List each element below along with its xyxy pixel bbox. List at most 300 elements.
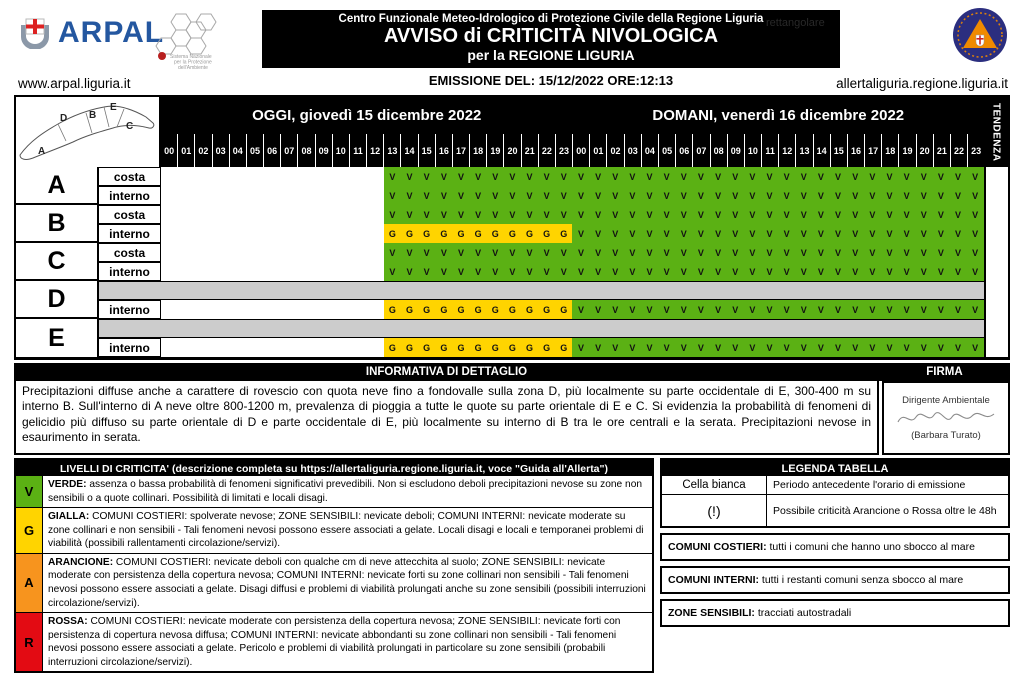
criticality-cell-V: V [692,300,709,319]
criticality-cell-V: V [778,167,795,186]
criticality-cell-V: V [932,205,949,224]
criticality-cell-V: V [761,186,778,205]
hour-label: 02 [194,134,211,167]
criticality-cell-G: G [452,224,469,243]
criticality-cell-V: V [932,243,949,262]
empty-cell [315,205,332,224]
hour-label: 19 [486,134,503,167]
zone-bands-C [99,243,1008,281]
criticality-cell-G: G [401,338,418,357]
criticality-cell-V: V [847,338,864,357]
criticality-cell-V: V [538,186,555,205]
criticality-cell-V: V [538,205,555,224]
criticality-timeline-table [14,95,1010,360]
criticality-cell-G: G [487,338,504,357]
criticality-cell-V: V [761,167,778,186]
livello-label: GIALLA: [48,511,93,523]
criticality-cell-V: V [727,262,744,281]
criticality-cell-V: V [812,338,829,357]
hour-label: 00 [164,145,175,156]
map-label-A: A [38,146,46,157]
liguria-map-icon [16,97,157,163]
hour-label: 10 [744,134,761,167]
criticality-cell-V: V [607,300,624,319]
firma-role: Dirigente Ambientale [902,395,990,406]
livelli-rows [14,476,654,673]
empty-cell [281,262,298,281]
criticality-cell-V: V [932,224,949,243]
hour-label: 15 [830,134,847,167]
criticality-cell-V: V [624,262,641,281]
criticality-cell-V: V [538,243,555,262]
hour-label: 12 [366,134,383,167]
criticality-cell-V: V [624,243,641,262]
arpal-wordmark: ARPAL [58,16,165,49]
band-label-interno: interno [99,186,161,205]
hour-cells [161,167,984,186]
zone-bands-B [99,205,1008,243]
criticality-cell-V: V [898,338,915,357]
criticality-cell-V: V [967,338,984,357]
criticality-cell-G: G [418,224,435,243]
criticality-cell-V: V [898,262,915,281]
hour-label: 18 [469,134,486,167]
criticality-cell-V: V [675,224,692,243]
criticality-cell-V: V [812,205,829,224]
criticality-cell-G: G [384,300,401,319]
criticality-cell-V: V [778,300,795,319]
hour-label: 04 [229,134,246,167]
empty-cell [315,186,332,205]
empty-cell [195,205,212,224]
criticality-cell-V: V [864,224,881,243]
zone-letter-B: B [16,205,99,243]
criticality-cell-G: G [521,300,538,319]
criticality-cell-V: V [658,167,675,186]
criticality-cell-V: V [949,338,966,357]
hour-label: 03 [624,134,641,167]
criticality-cell-G: G [521,338,538,357]
criticality-cell-V: V [932,167,949,186]
criticality-cell-V: V [555,262,572,281]
empty-cell [350,167,367,186]
legenda-row [662,476,1008,495]
criticality-cell-V: V [847,186,864,205]
zone-row-E [16,319,1008,357]
criticality-cell-V: V [435,205,452,224]
criticality-cell-V: V [487,243,504,262]
hour-label: 21 [521,134,538,167]
empty-cell [212,243,229,262]
criticality-cell-V: V [812,262,829,281]
criticality-cell-V: V [761,338,778,357]
criticality-cell-V: V [487,205,504,224]
hour-label: 05 [246,134,263,167]
zone-row-B [16,205,1008,243]
title-line3: per la REGIONE LIGURIA [467,47,635,63]
tendenza-cell [984,338,1008,357]
criticality-cell-G: G [555,338,572,357]
empty-cell [332,205,349,224]
livello-row-A [16,554,652,613]
criticality-cell-V: V [949,300,966,319]
criticality-cell-V: V [967,224,984,243]
criticality-cell-G: G [435,300,452,319]
criticality-cell-V: V [898,186,915,205]
criticality-cell-G: G [504,224,521,243]
criticality-cell-V: V [658,262,675,281]
criticality-cell-G: G [555,300,572,319]
criticality-cell-V: V [624,205,641,224]
criticality-cell-V: V [624,338,641,357]
empty-cell [161,167,178,186]
empty-cell [281,167,298,186]
empty-cell [332,300,349,319]
empty-cell [212,167,229,186]
criticality-cell-V: V [949,167,966,186]
criticality-cell-V: V [967,186,984,205]
criticality-cell-V: V [932,262,949,281]
criticality-cell-V: V [761,224,778,243]
empty-cell [247,262,264,281]
criticality-cell-V: V [812,224,829,243]
hour-cells [161,338,984,357]
criticality-cell-G: G [538,300,555,319]
criticality-cell-V: V [847,300,864,319]
criticality-cell-V: V [915,338,932,357]
snpa-text-line1: Sistema Nazionale [170,54,212,60]
criticality-cell-V: V [624,186,641,205]
table-header [16,97,1008,167]
hour-label: 00 [572,134,589,167]
empty-cell [178,300,195,319]
criticality-cell-V: V [624,300,641,319]
criticality-cell-V: V [710,262,727,281]
arpal-url: www.arpal.liguria.it [18,76,131,91]
empty-cell [178,224,195,243]
criticality-cell-V: V [881,224,898,243]
empty-cell [230,167,247,186]
criticality-cell-V: V [572,243,589,262]
criticality-cell-G: G [452,338,469,357]
criticality-cell-G: G [452,300,469,319]
criticality-cell-V: V [572,262,589,281]
criticality-cell-V: V [418,167,435,186]
tendenza-cell [984,205,1008,224]
hour-cells [161,186,984,205]
livello-row-R [16,613,652,671]
band-row [99,319,1008,338]
criticality-cell-V: V [675,338,692,357]
hour-label: 13 [383,134,400,167]
empty-cell [161,205,178,224]
criticality-cell-V: V [812,243,829,262]
empty-cell [230,262,247,281]
criticality-cell-V: V [932,338,949,357]
livello-letter-G: G [16,508,43,553]
zone-letter-D: D [16,281,99,319]
hour-cells [161,205,984,224]
criticality-cell-V: V [418,262,435,281]
criticality-cell-V: V [590,224,607,243]
hour-cells [161,300,984,319]
criticality-cell-V: V [487,167,504,186]
criticality-cell-V: V [812,186,829,205]
empty-cell [367,300,384,319]
band-row [99,167,1008,186]
criticality-cell-V: V [555,243,572,262]
criticality-cell-V: V [470,243,487,262]
criticality-cell-V: V [590,167,607,186]
legenda-note-label: COMUNI INTERNI: [668,574,762,586]
empty-cell [367,167,384,186]
empty-cell [367,262,384,281]
criticality-cell-V: V [692,338,709,357]
legenda-title: LEGENDA TABELLA [660,458,1010,476]
criticality-cell-V: V [607,224,624,243]
empty-cell [350,205,367,224]
tendenza-cell [984,262,1008,281]
tendenza-cell [984,224,1008,243]
criticality-cell-V: V [692,262,709,281]
criticality-cell-V: V [675,262,692,281]
empty-cell [350,300,367,319]
empty-cell [195,262,212,281]
criticality-cell-V: V [829,243,846,262]
informativa-header-bar [14,363,1010,381]
criticality-cell-V: V [624,224,641,243]
empty-cell [281,300,298,319]
criticality-cell-V: V [401,243,418,262]
empty-cell [298,167,315,186]
hour-label: 20 [916,134,933,167]
empty-cell [247,167,264,186]
legenda-row [662,495,1008,526]
empty-cell [332,338,349,357]
criticality-cell-V: V [744,338,761,357]
empty-cell [195,224,212,243]
zone-rows [16,167,1008,357]
liguria-zones-map [16,97,161,167]
empty-cell [315,262,332,281]
title-line1: Centro Funzionale Meteo-Idrologico di Protezione Civile della Regione Liguria [338,13,764,25]
empty-cell [212,186,229,205]
band-row [99,186,1008,205]
snpa-text-line2: per la Protezione [174,59,212,66]
band-row [99,300,1008,319]
criticality-cell-V: V [384,167,401,186]
firma-box [882,381,1010,455]
criticality-cell-V: V [881,243,898,262]
criticality-cell-V: V [864,338,881,357]
criticality-cell-V: V [795,262,812,281]
criticality-cell-V: V [795,243,812,262]
criticality-cell-V: V [590,205,607,224]
livello-letter-A: A [16,554,43,612]
criticality-cell-V: V [829,300,846,319]
criticality-cell-V: V [915,205,932,224]
livello-label: VERDE: [48,479,90,490]
livello-text-A: ARANCIONE: COMUNI COSTIERI: nevicate deboli con qualche cm di neve attecchita al suolo; ZONE SENSIBILI: nevicate moderate con persistenza della copertura nevosa; COMUNI INTERNI: nevicate forti su zone collinari non sensibili - Tali fenomeni nevosi possono essere associati a gelate. Disagi diffusi e problemi di viabilità prolungati anche su zone sensibili (possibili interruzioni circolazione/servizi). [48,556,646,609]
criticality-cell-V: V [675,186,692,205]
arpal-shield-icon [18,17,52,49]
band-label-interno: interno [99,224,161,243]
criticality-cell-V: V [710,243,727,262]
livelli-criticita-table [14,458,654,673]
criticality-cell-V: V [881,262,898,281]
criticality-cell-V: V [692,205,709,224]
criticality-cell-G: G [504,300,521,319]
empty-cell [367,186,384,205]
criticality-cell-G: G [521,224,538,243]
criticality-cell-V: V [744,243,761,262]
snpa-hexagons-icon [148,12,240,70]
hour-label: 06 [675,134,692,167]
legenda-note: COMUNI COSTIERI: tutti i comuni che hanno uno sbocco al mare [660,533,1010,561]
band-row [99,262,1008,281]
criticality-cell-V: V [384,205,401,224]
criticality-cell-V: V [641,338,658,357]
criticality-cell-V: V [418,205,435,224]
criticality-cell-V: V [504,186,521,205]
criticality-cell-V: V [692,224,709,243]
criticality-cell-V: V [658,186,675,205]
hour-label: 01 [589,134,606,167]
criticality-cell-V: V [504,167,521,186]
no-coast-gray-band [99,319,984,338]
criticality-cell-V: V [418,243,435,262]
legenda-text: Periodo antecedente l'orario di emissione [773,479,966,491]
criticality-cell-V: V [761,262,778,281]
title-box [262,10,840,68]
criticality-cell-V: V [384,243,401,262]
criticality-cell-V: V [590,186,607,205]
informativa-section [14,363,1010,455]
empty-cell [247,186,264,205]
hour-label: 14 [400,134,417,167]
band-row [99,224,1008,243]
criticality-cell-V: V [898,205,915,224]
legenda-pairs [660,476,1010,528]
criticality-cell-V: V [898,243,915,262]
empty-cell [178,205,195,224]
hour-label: 09 [727,134,744,167]
empty-cell [298,224,315,243]
criticality-cell-V: V [932,300,949,319]
criticality-cell-G: G [418,338,435,357]
criticality-cell-G: G [470,300,487,319]
criticality-cell-V: V [744,186,761,205]
legenda-note-label: ZONE SENSIBILI: [668,607,758,619]
empty-cell [195,167,212,186]
criticality-cell-V: V [710,300,727,319]
empty-cell [212,300,229,319]
arpal-logo [18,16,164,50]
criticality-cell-G: G [418,300,435,319]
criticality-cell-V: V [761,243,778,262]
empty-cell [264,205,281,224]
criticality-cell-V: V [470,262,487,281]
criticality-cell-V: V [590,262,607,281]
day-titles-row [161,97,984,134]
band-row [99,281,1008,300]
hour-label: 17 [452,134,469,167]
title-line2: AVVISO di CRITICITÀ NIVOLOGICA [383,25,719,47]
criticality-cell-G: G [504,338,521,357]
criticality-cell-V: V [864,205,881,224]
criticality-cell-V: V [881,300,898,319]
map-label-C: C [126,121,134,132]
criticality-cell-V: V [658,338,675,357]
criticality-cell-V: V [949,205,966,224]
tendenza-cell [984,243,1008,262]
empty-cell [247,224,264,243]
zone-bands-E [99,319,1008,357]
hour-label: 07 [692,134,709,167]
criticality-cell-V: V [590,243,607,262]
criticality-cell-V: V [538,262,555,281]
criticality-cell-V: V [829,224,846,243]
criticality-cell-V: V [847,205,864,224]
criticality-cell-V: V [778,224,795,243]
criticality-cell-V: V [572,186,589,205]
criticality-cell-V: V [795,186,812,205]
criticality-cell-V: V [504,243,521,262]
hour-label: 13 [795,134,812,167]
criticality-cell-V: V [915,224,932,243]
tendenza-cell [984,186,1008,205]
band-row [99,338,1008,357]
legenda-label: Cella bianca [662,476,767,494]
criticality-cell-V: V [744,167,761,186]
empty-cell [161,224,178,243]
criticality-cell-V: V [504,262,521,281]
criticality-cell-V: V [641,205,658,224]
hour-cells [161,243,984,262]
selection-tooltip-artifact: rettangolare [766,17,825,29]
empty-cell [212,338,229,357]
band-label-costa: costa [99,243,161,262]
informativa-body-text: Precipitazioni diffuse anche a carattere di rovescio con quota neve fino a fondovalle sulla zona D, più localmente su parte occidentale di E, 300-400 m su interno B. Sull'interno di A neve oltre 800-1200 m, prevalenza di pioggia a tutte le quote su parte orientale di E e C. Si evidenzia la probabilità di fenomeni di gelicidio più diffuso su parte orientale di D e parte occidentale di E, più localmente su interno di B tra le ore centrali e la serata. Precipitazioni nevose in esaurimento in serata. [14,381,879,455]
criticality-cell-G: G [384,224,401,243]
hour-label: 10 [332,134,349,167]
legenda-note: COMUNI INTERNI: tutti i restanti comuni senza sbocco al mare [660,566,1010,594]
empty-cell [298,300,315,319]
criticality-cell-V: V [401,167,418,186]
map-label-E: E [110,102,117,113]
zone-letter-E: E [16,319,99,357]
empty-cell [281,205,298,224]
criticality-cell-V: V [812,300,829,319]
hour-label: 22 [538,134,555,167]
criticality-cell-V: V [692,167,709,186]
criticality-cell-V: V [829,262,846,281]
criticality-cell-V: V [812,167,829,186]
empty-cell [195,338,212,357]
empty-cell [298,262,315,281]
hour-label: 19 [898,134,915,167]
criticality-cell-V: V [949,186,966,205]
criticality-cell-V: V [727,300,744,319]
criticality-cell-V: V [847,224,864,243]
criticality-cell-V: V [418,186,435,205]
empty-cell [264,300,281,319]
empty-cell [161,300,178,319]
criticality-cell-V: V [572,300,589,319]
empty-cell [367,338,384,357]
criticality-cell-V: V [692,243,709,262]
hour-label: 11 [349,134,366,167]
